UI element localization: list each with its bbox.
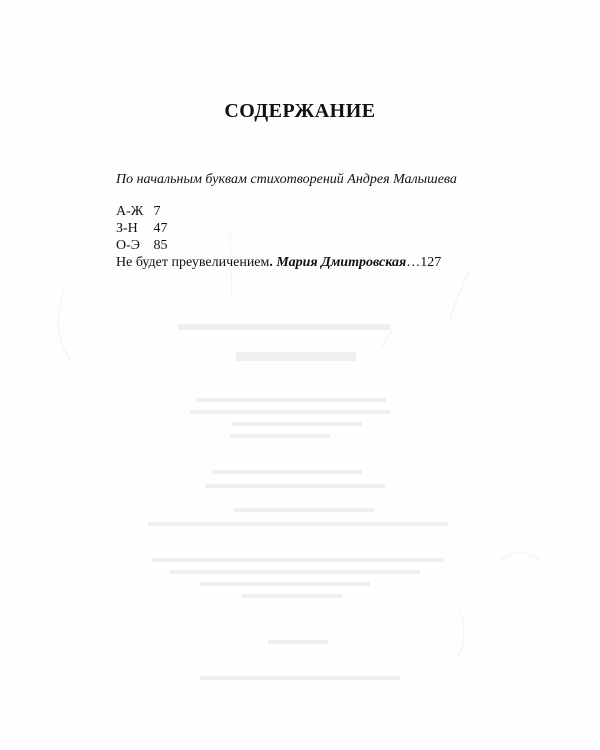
- toc-entry-page: 85: [153, 238, 168, 253]
- toc-entry-range: З-Н: [116, 221, 138, 236]
- toc-entry-page: 7: [153, 204, 161, 219]
- toc-subtitle: По начальным буквам стихотворений Андрея Малышева: [116, 172, 457, 187]
- toc-entry: [116, 220, 441, 237]
- toc-afterword-entry: [116, 254, 441, 271]
- toc-entry: [116, 203, 441, 220]
- afterword-leader: …: [406, 255, 421, 270]
- toc-entry-range: А-Ж: [116, 204, 144, 219]
- toc-entry-page: 47: [153, 221, 168, 236]
- page-title: СОДЕРЖАНИЕ: [224, 100, 376, 122]
- toc-entry: [116, 237, 441, 254]
- afterword-separator: .: [269, 255, 277, 270]
- afterword-page: 127: [420, 255, 442, 270]
- toc-list: [116, 203, 441, 271]
- afterword-title: Не будет преувеличением: [116, 255, 270, 270]
- afterword-author: Мария Дмитровская: [276, 255, 407, 270]
- toc-entry-range: О-Э: [116, 238, 141, 253]
